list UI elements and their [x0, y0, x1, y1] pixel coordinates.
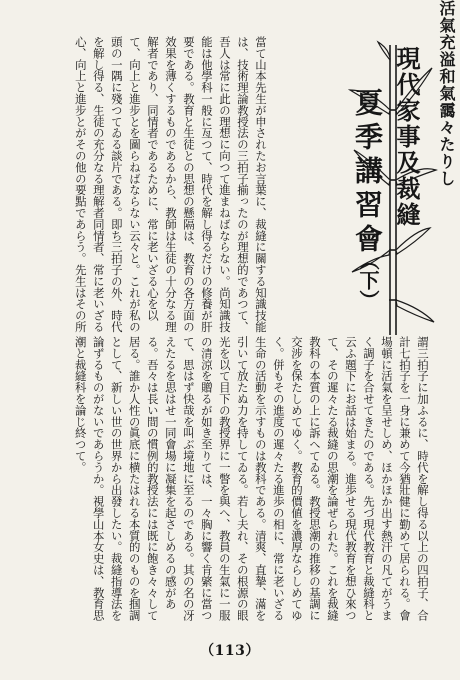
upper-body-text: 當て山本先生が申されたお言葉に、裁縫に關する知識技能は、技術理論教授法の三拍子揃ったのが理想的であつて、吾人は常に此の理想に向つて進まねばならない。尚知識技能は他學科一般に亙つて、時代を解し得るだけの修養が肝要である。教育と生徒との思想の懸隔は、教育の各方面の效果を薄くするものであるから、教師は生徒の十分なる理解者であり、同情者であるために、常に老いざる心を以て、向上と進步とを圖らねばならない云々と。これが私の頭の一隅に殘つてゐる談片である。即ち三拍子の外、時代を解し得る、生徒の充分なる理解者同情者、常に老いざる心、向上と進步とがその他の要點であらう。先生はその所	[73, 36, 268, 333]
article-subtitle: 活氣充溢和氣靄々たりし	[437, 0, 456, 187]
article-title-line-1: 現代家事及裁縫	[392, 46, 421, 228]
page-number: （113）	[200, 643, 260, 659]
article-title-line-2: 夏季講習會	[351, 88, 384, 258]
lower-body-text: 謂三拍子に加ふるに、時代を解し得る以上の四拍子、合計七拍子を一身に兼めて今猶壯健に勤めて居られる。會場頓に活氣を呈せしめ、ほかほか出す熱汗の凡てがうまく調子を合せてきたのである。先づ現代教育と裁縫科と云ふ題下にお話は始まる。進歩せる現代教育を想ひ來つて、その遲々たる裁縫の思潮を論ぜられた。これを裁縫教科の本質の上に訴へてゐる。教授思潮の推移の基調に交涉を保たしめてゆく。教育的價値を濃厚ならしめてゆく。併もその進度の遲々たる進歩の相に、常に老いざる生命の活動を示すものは教科である。清爽、直摯、滿を引いて放たぬ力を持してゐる。若し夫れ、その根源の眼光を以て目下の教授界に一瞥を與へ、教員の生氣に一服の清涼を贈るが如き至りては、一々胸に響く肯綮に當つて、思はず快哉を叫ぶ境地に至るのである。其の名の冴えたるを思はせ一同會場に凝集を起さしめるの感がある。吾々は長い間の慣例的教授法には既に飽き々々して居る。誰か人性の眞底に横たはれる本質的のものを掴調として、新しい世の世界から出發したい。裁縫指導法を論ずるものがないであらうか。視學山本女史は、教育思潮と裁縫科を論じ終つて。	[73, 336, 430, 621]
article-title-part: （下）	[356, 250, 380, 310]
